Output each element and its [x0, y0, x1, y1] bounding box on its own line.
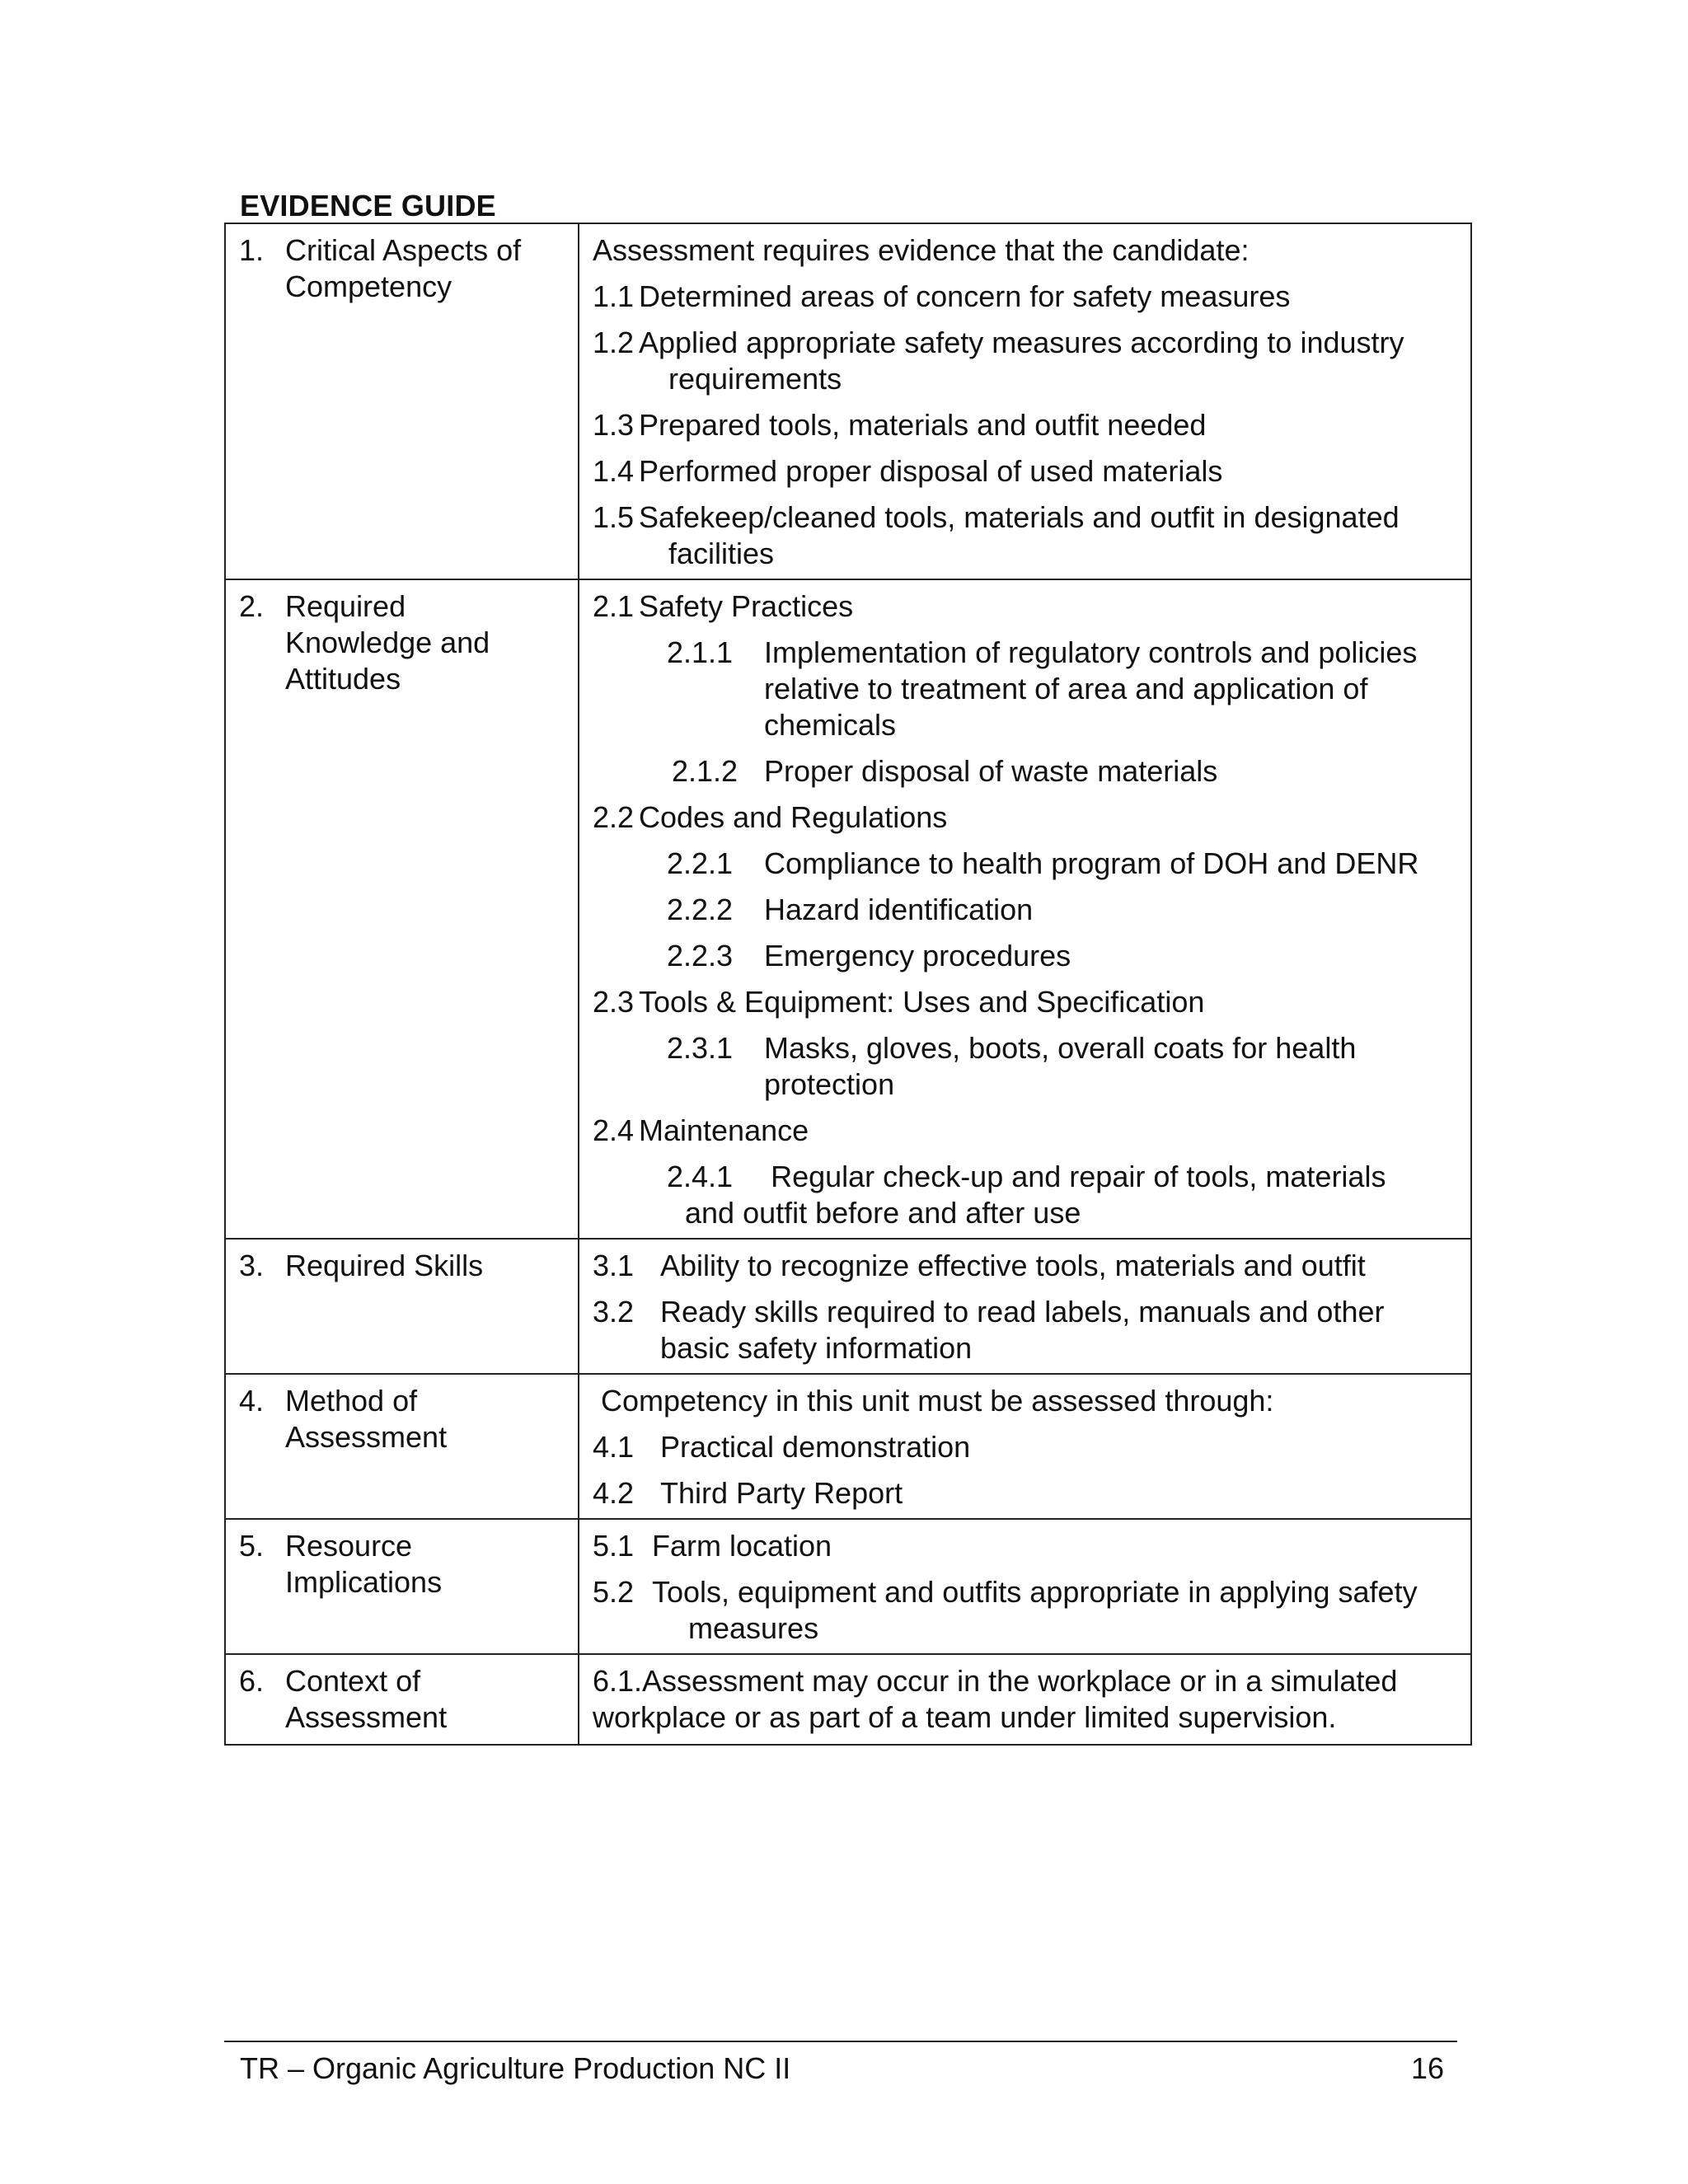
item-text: Third Party Report: [660, 1476, 903, 1510]
row-label-cell: [225, 1239, 579, 1374]
sub-number: 2.4.1: [667, 1160, 734, 1193]
sub-text: Compliance to health program of DOH and DENR: [764, 846, 1419, 880]
section-number: 2.4: [593, 1113, 635, 1147]
sub-number: 2.2.2: [667, 893, 734, 926]
item-number: 5.1: [593, 1529, 635, 1563]
table-row-resource-implications: [225, 1519, 1471, 1654]
section-item: [593, 799, 1457, 836]
list-item: [593, 1429, 1457, 1465]
section-title: Maintenance: [639, 1113, 809, 1147]
section-heading: EVIDENCE GUIDE: [240, 189, 496, 223]
item-number: 1.4: [593, 454, 635, 488]
section-item: [593, 588, 1457, 625]
item-text: Ready skills required to read labels, manuals and other: [660, 1295, 1385, 1329]
footer-divider: [224, 2041, 1457, 2042]
item-text: Prepared tools, materials and outfit needed: [639, 408, 1207, 442]
table-row-required-skills: [225, 1239, 1471, 1374]
sub-number: 2.1.1: [667, 635, 734, 669]
row-number: 5.: [239, 1529, 265, 1563]
row-label-cell: [225, 1519, 579, 1654]
section-number: 2.3: [593, 985, 635, 1019]
sub-item: [593, 1030, 1457, 1103]
row-label: Critical Aspects of Competency: [285, 233, 522, 303]
row-number: 4.: [239, 1384, 265, 1418]
sub-item: [593, 846, 1457, 882]
item-text: Determined areas of concern for safety measures: [639, 279, 1291, 313]
row-content-cell: [579, 1374, 1471, 1519]
row-label-cell: [225, 1374, 579, 1519]
sub-text: Regular check-up and repair of tools, materials: [771, 1160, 1386, 1193]
section-item: [593, 1113, 1457, 1149]
sub-number: 2.3.1: [667, 1031, 734, 1065]
sub-text-continued: and outfit before and after use: [685, 1196, 1081, 1230]
item-number: 3.1: [593, 1249, 635, 1282]
context-text: [593, 1663, 1457, 1736]
row-label: Method of Assessment: [285, 1384, 448, 1454]
item-number: 3.2: [593, 1295, 635, 1329]
row-label-cell: [225, 1654, 579, 1745]
page-number: 16: [1411, 2051, 1445, 2085]
sub-item: [593, 892, 1457, 928]
row-content-cell: [579, 223, 1471, 579]
row-number: 3.: [239, 1249, 265, 1282]
table-row-required-knowledge: [225, 579, 1471, 1239]
item-text-continued: requirements: [668, 362, 842, 396]
row-label-cell: [225, 579, 579, 1239]
table-row-context-of-assessment: [225, 1654, 1471, 1745]
item-number: 4.1: [593, 1430, 635, 1464]
item-text-continued: facilities: [668, 537, 775, 570]
row-label: Required Knowledge and Attitudes: [285, 589, 490, 696]
item-number: 1.1: [593, 279, 635, 313]
section-number: 2.2: [593, 800, 635, 834]
evidence-guide-table: [224, 223, 1472, 1746]
list-item: [593, 279, 1457, 315]
sub-text: Proper disposal of waste materials: [764, 754, 1218, 788]
row-label-cell: [225, 223, 579, 579]
intro-text: Competency in this unit must be assessed through:: [601, 1384, 1274, 1418]
item-number: 1.2: [593, 326, 635, 359]
row-number: 2.: [239, 589, 265, 623]
item-number: 1.3: [593, 408, 635, 442]
sub-number: 2.2.3: [667, 939, 734, 972]
list-item: [593, 407, 1457, 443]
item-text: Safekeep/cleaned tools, materials and outfit in designated: [639, 500, 1400, 534]
item-text: Performed proper disposal of used materials: [639, 454, 1223, 488]
item-number: 4.2: [593, 1476, 635, 1510]
sub-item: [593, 1159, 1457, 1231]
item-text: Practical demonstration: [660, 1430, 971, 1464]
item-text: Ability to recognize effective tools, materials and outfit: [660, 1249, 1366, 1282]
sub-text: Hazard identification: [764, 893, 1034, 926]
sub-number: 2.1.2: [672, 754, 738, 788]
list-item: [593, 325, 1457, 397]
sub-text: Implementation of regulatory controls and policies relative to treatment of area and application of chemicals: [764, 635, 1418, 742]
row-content-cell: [579, 1654, 1471, 1745]
item-text: Applied appropriate safety measures according to industry: [639, 326, 1404, 359]
section-item: [593, 984, 1457, 1020]
row-content-cell: [579, 1239, 1471, 1374]
sub-item: [593, 753, 1457, 790]
section-title: Codes and Regulations: [639, 800, 948, 834]
list-item: [593, 1528, 1457, 1564]
list-item: [593, 499, 1457, 572]
intro-text: Assessment requires evidence that the candidate:: [593, 233, 1250, 267]
item-text: Tools, equipment and outfits appropriate in applying safety: [652, 1575, 1418, 1609]
table-row-method-of-assessment: [225, 1374, 1471, 1519]
section-title: Safety Practices: [639, 589, 854, 623]
sub-item: [593, 635, 1457, 743]
row-number: 6.: [239, 1664, 265, 1698]
section-number: 2.1: [593, 589, 635, 623]
row-label: Resource Implications: [285, 1529, 443, 1599]
row-label: Required Skills: [285, 1249, 484, 1282]
sub-item: [593, 938, 1457, 974]
item-text-continued: workplace or as part of a team under limited supervision.: [593, 1700, 1337, 1734]
table-row-critical-aspects: [225, 223, 1471, 579]
sub-number: 2.2.1: [667, 846, 734, 880]
list-item: [593, 1248, 1457, 1284]
row-number: 1.: [239, 233, 265, 267]
list-item: [593, 1475, 1457, 1511]
item-text-continued: basic safety information: [660, 1331, 973, 1365]
item-text-continued: measures: [688, 1611, 819, 1645]
row-content-cell: [579, 1519, 1471, 1654]
row-content-cell: [579, 579, 1471, 1239]
item-number: 5.2: [593, 1575, 635, 1609]
row-label: Context of Assessment: [285, 1664, 448, 1734]
item-text: Assessment may occur in the workplace or in a simulated: [642, 1664, 1398, 1698]
footer-title: TR – Organic Agriculture Production NC II: [240, 2051, 791, 2085]
item-number: 1.5: [593, 500, 635, 534]
item-text: Farm location: [652, 1529, 832, 1563]
section-title: Tools & Equipment: Uses and Specification: [639, 985, 1205, 1019]
item-number: 6.1.: [593, 1664, 643, 1698]
sub-text: Masks, gloves, boots, overall coats for health protection: [764, 1031, 1357, 1101]
sub-text: Emergency procedures: [764, 939, 1071, 972]
list-item: [593, 453, 1457, 490]
list-item: [593, 1294, 1457, 1366]
list-item: [593, 1574, 1457, 1647]
